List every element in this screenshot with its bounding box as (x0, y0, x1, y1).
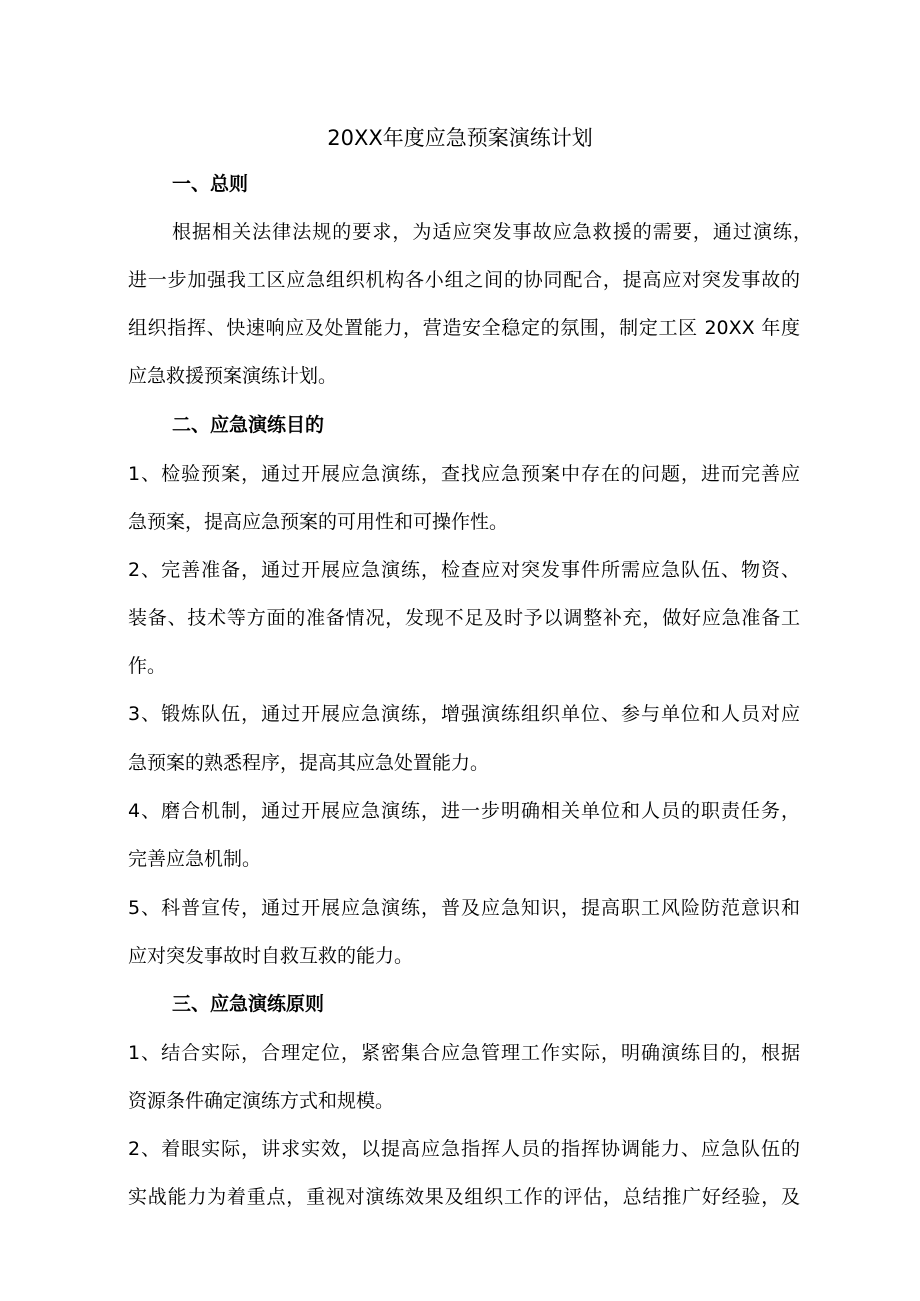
paragraph-line: 根据相关法律法规的要求，为适应突发事故应急救援的需要，通过演练， (172, 221, 812, 243)
list-item-line: 4、磨合机制，通过开展应急演练，进一步明确相关单位和人员的职责任务， (128, 800, 800, 822)
section-heading-principles: 三、应急演练原则 (172, 993, 325, 1015)
list-item-line: 急预案的熟悉程序，提高其应急处置能力。 (128, 752, 490, 774)
section-heading-general: 一、总则 (172, 173, 249, 195)
list-item-line: 1、结合实际，合理定位，紧密集合应急管理工作实际，明确演练目的，根据 (128, 1042, 800, 1064)
paragraph-line: 应急救援预案演练计划。 (128, 365, 338, 387)
list-item-line: 资源条件确定演练方式和规模。 (128, 1090, 395, 1112)
page-title: 20XX年度应急预案演练计划 (327, 126, 593, 150)
list-item-line: 急预案，提高应急预案的可用性和可操作性。 (128, 511, 509, 533)
list-item-line: 应对突发事故时自救互救的能力。 (128, 945, 414, 967)
list-item-line: 作。 (128, 655, 167, 677)
list-item-line: 1、检验预案，通过开展应急演练，查找应急预案中存在的问题，进而完善应 (128, 463, 800, 485)
paragraph-line: 进一步加强我工区应急组织机构各小组之间的协同配合，提高应对突发事故的 (128, 269, 800, 291)
paragraph-line: 组织指挥、快速响应及处置能力，营造安全稳定的氛围，制定工区 20XX 年度 (128, 317, 800, 339)
list-item-line: 3、锻炼队伍，通过开展应急演练，增强演练组织单位、参与单位和人员对应 (128, 703, 800, 725)
list-item-line: 实战能力为着重点，重视对演练效果及组织工作的评估，总结推广好经验，及 (128, 1186, 800, 1208)
list-item-line: 2、完善准备，通过开展应急演练，检查应对突发事件所需应急队伍、物资、 (128, 559, 800, 581)
section-heading-purpose: 二、应急演练目的 (172, 414, 325, 436)
list-item-line: 完善应急机制。 (128, 848, 262, 870)
list-item-line: 装备、技术等方面的准备情况，发现不足及时予以调整补充，做好应急准备工 (128, 607, 800, 629)
list-item-line: 5、科普宣传，通过开展应急演练，普及应急知识，提高职工风险防范意识和 (128, 897, 800, 919)
list-item-line: 2、着眼实际，讲求实效，以提高应急指挥人员的指挥协调能力、应急队伍的 (128, 1138, 800, 1160)
